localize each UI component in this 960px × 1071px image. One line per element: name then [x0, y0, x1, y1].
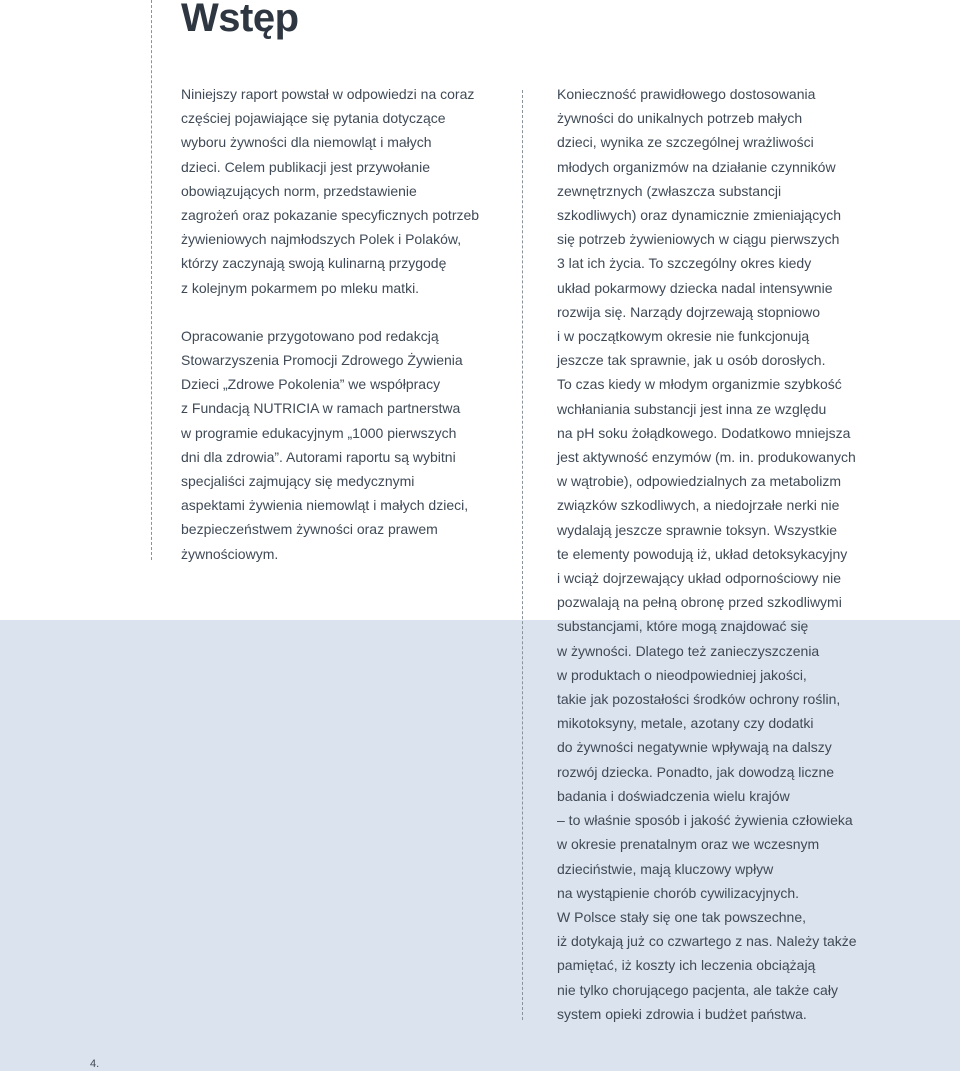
text-line: dzieci, wynika ze szczególnej wrażliwości: [557, 134, 814, 151]
text-line: i wciąż dojrzewający układ odpornościowy nie: [557, 570, 842, 587]
left-column: [181, 82, 521, 566]
text-line: zagrożeń oraz pokazanie specyficznych potrzeb: [181, 207, 480, 224]
text-line: specjaliści zajmujący się medycznymi: [181, 473, 415, 490]
text-line: aspektami żywienia niemowląt i małych dzieci,: [181, 497, 469, 514]
text-line: Konieczność prawidłowego dostosowania: [557, 86, 816, 102]
left-dashed-rule: [151, 0, 152, 560]
text-line: w wątrobie), odpowiedzialnych za metabolizm: [557, 473, 842, 490]
text-line: dzieciństwie, mają kluczowy wpływ: [557, 860, 774, 877]
page-title: Wstęp: [181, 0, 299, 40]
text-line: związków szkodliwych, a niedojrzałe nerki nie: [557, 497, 840, 514]
text-line: szkodliwych) oraz dynamicznie zmieniających: [557, 207, 841, 224]
editorial-paragraph: [181, 324, 521, 566]
text-line: żywieniowych najmłodszych Polek i Polaków,: [181, 231, 462, 248]
text-line: żywności do unikalnych potrzeb małych: [557, 110, 803, 127]
text-line: z Fundacją NUTRICIA w ramach partnerstwa: [181, 400, 461, 417]
middle-dashed-rule: [522, 90, 523, 1020]
text-line: się potrzeb żywieniowych w ciągu pierwszych: [557, 231, 840, 248]
text-line: wchłaniania substancji jest inna ze względu: [557, 400, 827, 417]
text-line: w produktach o nieodpowiedniej jakości,: [557, 666, 807, 683]
text-line: system opieki zdrowia i budżet państwa.: [557, 1005, 807, 1022]
text-line: takie jak pozostałości środków ochrony roślin,: [557, 691, 841, 708]
right-column: [557, 82, 877, 1026]
text-line: układ pokarmowy dziecka nadal intensywnie: [557, 279, 833, 296]
text-line: W Polsce stały się one tak powszechne,: [557, 908, 807, 925]
text-line: 3 lat ich życia. To szczególny okres kiedy: [557, 255, 812, 272]
text-line: substancjami, które mogą znajdować się: [557, 618, 809, 635]
text-line: i w początkowym okresie nie funkcjonują: [557, 328, 810, 345]
text-line: jest aktywność enzymów (m. in. produkowanych: [557, 449, 856, 466]
text-line: rozwój dziecka. Ponadto, jak dowodzą liczne: [557, 763, 835, 780]
text-line: na pH soku żołądkowego. Dodatkowo mniejsza: [557, 424, 851, 441]
page-number: 4.: [90, 1058, 100, 1070]
text-line: wyboru żywności dla niemowląt i małych: [181, 134, 432, 151]
text-line: w okresie prenatalnym oraz we wczesnym: [557, 836, 820, 853]
text-line: pamiętać, iż koszty ich leczenia obciążają: [557, 957, 816, 974]
text-line: dni dla zdrowia”. Autorami raportu są wybitni: [181, 448, 456, 465]
text-line: jeszcze tak sprawnie, jak u osób dorosłych.: [557, 352, 826, 369]
text-line: młodych organizmów na działanie czynników: [557, 158, 836, 175]
text-line: – to właśnie sposób i jakość żywienia człowieka: [557, 812, 853, 829]
text-line: z kolejnym pokarmem po mleku matki.: [181, 279, 420, 296]
text-line: Opracowanie przygotowano pod redakcją: [181, 327, 439, 344]
text-line: w żywności. Dlatego też zanieczyszczenia: [557, 642, 820, 659]
text-line: pozwalają na pełną obronę przed szkodliwymi: [557, 594, 842, 611]
text-line: iż dotykają już co czwartego z nas. Należy także: [557, 933, 857, 950]
text-line: rozwija się. Narządy dojrzewają stopniowo: [557, 303, 821, 320]
text-line: bezpieczeństwem żywności oraz prawem: [181, 521, 438, 538]
text-line: żywnościowym.: [181, 545, 279, 562]
body-paragraph: [557, 82, 877, 1026]
text-line: do żywności negatywnie wpływają na dalszy: [557, 739, 832, 756]
text-line: w programie edukacyjnym „1000 pierwszych: [181, 424, 457, 441]
text-line: częściej pojawiające się pytania dotyczące: [181, 110, 446, 127]
text-line: wydalają jeszcze sprawnie toksyn. Wszystkie: [557, 521, 838, 538]
text-line: zewnętrznych (zwłaszcza substancji: [557, 182, 782, 199]
text-line: mikotoksyny, metale, azotany czy dodatki: [557, 715, 814, 732]
text-line: Stowarzyszenia Promocji Zdrowego Żywienia: [181, 352, 463, 369]
text-line: którzy zaczynają swoją kulinarną przygodę: [181, 255, 447, 272]
text-line: Niniejszy raport powstał w odpowiedzi na coraz: [181, 86, 475, 102]
text-line: dzieci. Celem publikacji jest przywołanie: [181, 158, 430, 175]
text-line: badania i doświadczenia wielu krajów: [557, 787, 790, 804]
text-line: na wystąpienie chorób cywilizacyjnych.: [557, 884, 799, 901]
intro-paragraph: [181, 82, 521, 300]
text-line: To czas kiedy w młodym organizmie szybkość: [557, 376, 842, 393]
text-line: te elementy powodują iż, układ detoksykacyjny: [557, 545, 848, 562]
text-line: nie tylko chorującego pacjenta, ale także cały: [557, 981, 838, 998]
text-line: Dzieci „Zdrowe Pokolenia” we współpracy: [181, 376, 441, 393]
text-line: obowiązujących norm, przedstawienie: [181, 182, 417, 199]
